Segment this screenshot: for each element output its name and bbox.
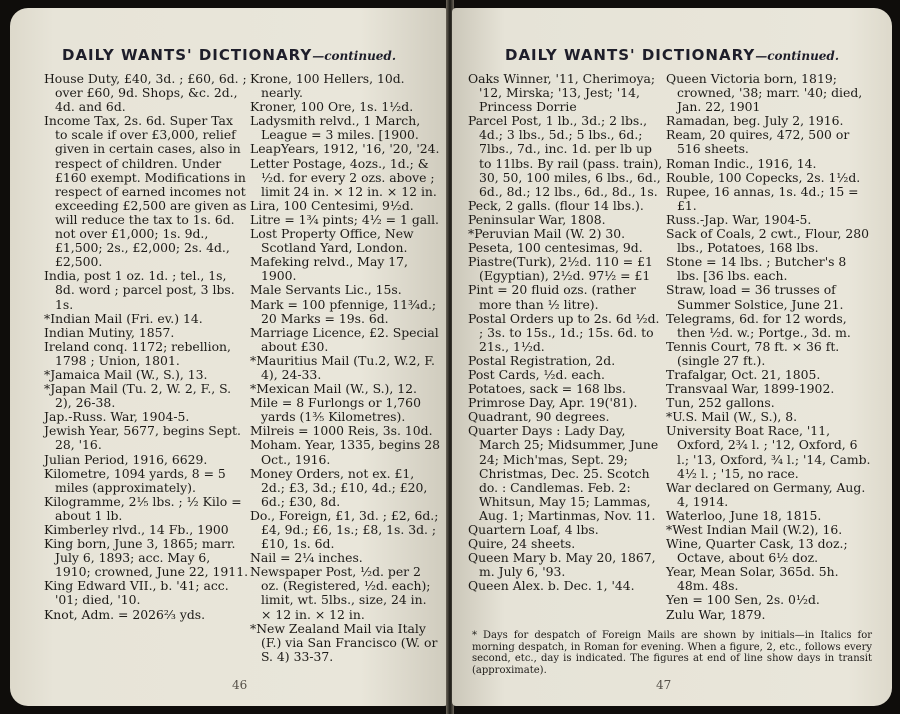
dictionary-entry: Trafalgar, Oct. 21, 1805. — [666, 366, 821, 382]
dictionary-entry: Year, Mean Solar, 365d. 5h. 48m. 48s. — [666, 564, 839, 594]
dictionary-entry: *Jamaica Mail (W., S.), 13. — [44, 366, 208, 382]
dictionary-entry: Waterloo, June 18, 1815. — [666, 507, 822, 523]
page-number: 47 — [656, 678, 672, 692]
dictionary-entry: Marriage Licence, £2. Special about £30. — [250, 324, 439, 354]
dictionary-entry: Moham. Year, 1335, begins 28 Oct., 1916. — [250, 437, 441, 467]
header-title: DAILY WANTS' DICTIONARY — [62, 46, 313, 64]
dictionary-entry: Mafeking relvd., May 17, 1900. — [250, 254, 408, 284]
dictionary-entry: Zulu War, 1879. — [666, 606, 766, 622]
header-continued: —continued. — [312, 49, 396, 63]
dictionary-entry: Peninsular War, 1808. — [468, 211, 606, 227]
dictionary-entry: Rouble, 100 Copecks, 2s. 1½d. — [666, 169, 861, 185]
dictionary-entry: Quadrant, 90 degrees. — [468, 409, 610, 425]
dictionary-entry: Ladysmith relvd., 1 March, League = 3 miles. [1900. — [250, 113, 421, 143]
dictionary-entry: Mile = 8 Furlongs or 1,760 yards (1⅗ Kilometres). — [250, 395, 421, 425]
dictionary-entry: LeapYears, 1912, '16, '20, '24. — [250, 141, 440, 157]
dictionary-entry: Queen Victoria born, 1819; crowned, '38; marr. '40; died, Jan. 22, 1901 — [666, 71, 863, 115]
dictionary-entry: Ream, 20 quires, 472, 500 or 516 sheets. — [666, 127, 850, 157]
page-header — [452, 46, 892, 64]
dictionary-entry: Jap.-Russ. War, 1904-5. — [44, 409, 190, 425]
dictionary-entry: Oaks Winner, '11, Cherimoya; '12, Mirska; '13, Jest; '14, Princess Dorrie — [468, 71, 656, 115]
footnote: * Days for despatch of Foreign Mails are shown by initials—in Italics for morning despatch, in Roman for evening. When a figure, 2, etc., follows every second, etc., day is indicated. The figures at end of line show days in transit (approximate). — [472, 630, 872, 676]
dictionary-entry: Postal Registration, 2d. — [468, 352, 616, 368]
dictionary-entry: Tennis Court, 78 ft. × 36 ft. (single 27 ft.). — [666, 338, 840, 368]
dictionary-entry: Lost Property Office, New Scotland Yard, London. — [250, 226, 414, 256]
page-header — [10, 46, 448, 64]
right-page — [452, 8, 892, 706]
dictionary-entry: Male Servants Lic., 15s. — [250, 282, 402, 298]
dictionary-entry: *West Indian Mail (W.2), 16. — [666, 522, 843, 537]
dictionary-entry: King Edward VII., b. '41; acc. '01; died, '10. — [44, 578, 229, 608]
dictionary-entry: Do., Foreign, £1, 3d. ; £2, 6d.; £4, 9d.; £6, 1s.; £8, 1s. 3d. ; £10, 1s. 6d. — [250, 507, 439, 552]
dictionary-entry: Piastre(Turk), 2½d. 110 = £1 (Egyptian), 2½d. 97½ = £1 — [468, 254, 653, 284]
dictionary-entry: Mark = 100 pfennige, 11¾d.; 20 Marks = 19s. 6d. — [250, 296, 437, 326]
entries-column-2 — [250, 72, 440, 664]
dictionary-entry: *Mauritius Mail (Tu.2, W.2, F. 4), 24-33. — [250, 352, 435, 382]
header-title: DAILY WANTS' DICTIONARY — [505, 46, 756, 64]
dictionary-entry: Telegrams, 6d. for 12 words, then ½d. w.; Portge., 3d. m. — [666, 310, 851, 340]
dictionary-entry: Milreis = 1000 Reis, 3s. 10d. — [250, 423, 433, 439]
dictionary-entry: Quire, 24 sheets. — [468, 536, 576, 552]
dictionary-entry: Primrose Day, Apr. 19('81). — [468, 395, 638, 411]
dictionary-entry: Kimberley rlvd., 14 Fb., 1900 — [44, 522, 229, 537]
dictionary-entry: Lira, 100 Centesimi, 9½d. — [250, 197, 414, 213]
dictionary-entry: Jewish Year, 5677, begins Sept. 28, '16. — [44, 423, 241, 453]
dictionary-entry: Pint = 20 fluid ozs. (rather more than ½ litre). — [468, 282, 636, 312]
dictionary-entry: Kilometre, 1094 yards, 8 = 5 miles (approximately). — [44, 465, 226, 495]
dictionary-entry: Potatoes, sack = 168 lbs. — [468, 381, 626, 397]
dictionary-entry: Queen Mary b. May 20, 1867, m. July 6, '93. — [468, 550, 656, 580]
dictionary-entry: India, post 1 oz. 1d. ; tel., 1s, 8d. word ; parcel post, 3 lbs. 1s. — [44, 268, 235, 312]
dictionary-entry: *Indian Mail (Fri. ev.) 14. — [44, 310, 203, 326]
dictionary-entry: War declared on Germany, Aug. 4, 1914. — [666, 479, 866, 509]
dictionary-entry: Newspaper Post, ½d. per 2 oz. (Registered, ½d. each); limit, wt. 5lbs., size, 24 in. × 12 in. × 12 in. — [250, 564, 431, 622]
dictionary-entry: Indian Mutiny, 1857. — [44, 324, 175, 340]
dictionary-entry: Transvaal War, 1899-1902. — [666, 381, 835, 397]
dictionary-entry: Roman Indic., 1916, 14. — [666, 155, 817, 171]
dictionary-entry: Post Cards, ½d. each. — [468, 366, 605, 382]
dictionary-entry: *New Zealand Mail via Italy (F.) via San Francisco (W. or S. 4) 33-37. — [250, 620, 438, 664]
dictionary-entry: Russ.-Jap. War, 1904-5. — [666, 211, 812, 227]
dictionary-entry: Knot, Adm. = 2026⅔ yds. — [44, 606, 206, 622]
dictionary-entry: House Duty, £40, 3d. ; £60, 6d. ; over £60, 9d. Shops, &c. 2d., 4d. and 6d. — [44, 71, 247, 115]
dictionary-entry: King born, June 3, 1865; marr. July 6, 1893; acc. May 6, 1910; crowned, June 22, 1911. — [44, 536, 249, 580]
dictionary-entry: Julian Period, 1916, 6629. — [44, 451, 208, 467]
dictionary-entry: Quarter Days : Lady Day, March 25; Midsummer, June 24; Mich'mas, Sept. 29; Christmas, Dec. 25. Scotch do. : Candlemas. Feb. 2: Whitsun, May 15; Lammas, Aug. 1; Martinmas, Nov. 11. — [468, 423, 659, 523]
dictionary-entry: *U.S. Mail (W., S.), 8. — [666, 409, 798, 425]
dictionary-entry: Money Orders, not ex. £1, 2d.; £3, 3d.; £10, 4d.; £20, 6d.; £30, 8d. — [250, 465, 428, 509]
dictionary-entry: Tun, 252 gallons. — [666, 395, 775, 411]
dictionary-entry: *Japan Mail (Tu. 2, W. 2, F., S. 2), 26-38. — [44, 381, 232, 411]
dictionary-entry: Peseta, 100 centesimas, 9d. — [468, 240, 643, 256]
dictionary-entry: Peck, 2 galls. (flour 14 lbs.). — [468, 197, 644, 213]
entries-column-1 — [44, 72, 248, 622]
dictionary-entry: Rupee, 16 annas, 1s. 4d.; 15 = £1. — [666, 183, 859, 213]
dictionary-entry: Straw, load = 36 trusses of Summer Solstice, June 21. — [666, 282, 844, 312]
header-continued: —continued. — [755, 49, 839, 63]
dictionary-entry: Stone = 14 lbs. ; Butcher's 8 lbs. [36 lbs. each. — [666, 254, 847, 284]
dictionary-entry: Kroner, 100 Ore, 1s. 1½d. — [250, 99, 414, 115]
page-number: 46 — [232, 678, 248, 692]
left-page — [10, 8, 448, 706]
dictionary-entry: Wine, Quarter Cask, 13 doz.; Octave, about 6½ doz. — [666, 536, 848, 566]
entries-column-1 — [468, 72, 666, 593]
dictionary-entry: Nail = 2¼ inches. — [250, 550, 363, 566]
dictionary-entry: Quartern Loaf, 4 lbs. — [468, 522, 599, 537]
dictionary-entry: Ramadan, beg. July 2, 1916. — [666, 113, 844, 129]
dictionary-entry: Queen Alex. b. Dec. 1, '44. — [468, 578, 635, 594]
dictionary-entry: Krone, 100 Hellers, 10d. nearly. — [250, 71, 405, 101]
entries-column-2 — [666, 72, 872, 622]
dictionary-entry: Ireland conq. 1172; rebellion, 1798 ; Union, 1801. — [44, 338, 231, 368]
dictionary-entry: *Peruvian Mail (W. 2) 30. — [468, 226, 626, 242]
dictionary-entry: *Mexican Mail (W., S.), 12. — [250, 381, 417, 397]
dictionary-entry: Letter Postage, 4ozs., 1d.; & ½d. for every 2 ozs. above ; limit 24 in. × 12 in. × 12 in. — [250, 155, 437, 199]
dictionary-entry: University Boat Race, '11, Oxford, 2¾ l. ; '12, Oxford, 6 l.; '13, Oxford, ¾ l.; '14, Camb. 4½ l. ; '15, no race. — [666, 423, 871, 481]
dictionary-entry: Litre = 1¾ pints; 4½ = 1 gall. — [250, 211, 439, 227]
dictionary-entry: Yen = 100 Sen, 2s. 0½d. — [666, 592, 820, 608]
dictionary-entry: Sack of Coals, 2 cwt., Flour, 280 lbs., Potatoes, 168 lbs. — [666, 226, 870, 256]
dictionary-entry: Parcel Post, 1 lb., 3d.; 2 lbs., 4d.; 3 lbs., 5d.; 5 lbs., 6d.; 7lbs., 7d., inc. 1d. per lb up to 11lbs. By rail (pass. train), 30, 50, 100 miles, 6 lbs., 6d., 6d., 8d.; 12 lbs., 6d., 8d., 1s. — [468, 113, 663, 199]
dictionary-entry: Postal Orders up to 2s. 6d ½d. ; 3s. to 15s., 1d.; 15s. 6d. to 21s., 1½d. — [468, 310, 660, 354]
dictionary-entry: Income Tax, 2s. 6d. Super Tax to scale if over £3,000, relief given in certain cases, also in respect of children. Under £160 exempt. Modifications in respect of earned incomes not exceeding £2,500 are given as will reduce the tax to 1s. 6d. not over £1,000; 1s. 9d., £1,500; 2s., £2,000; 2s. 4d., £2,500. — [44, 113, 247, 270]
dictionary-entry: Kilogramme, 2⅕ lbs. ; ½ Kilo = about 1 lb. — [44, 493, 242, 523]
